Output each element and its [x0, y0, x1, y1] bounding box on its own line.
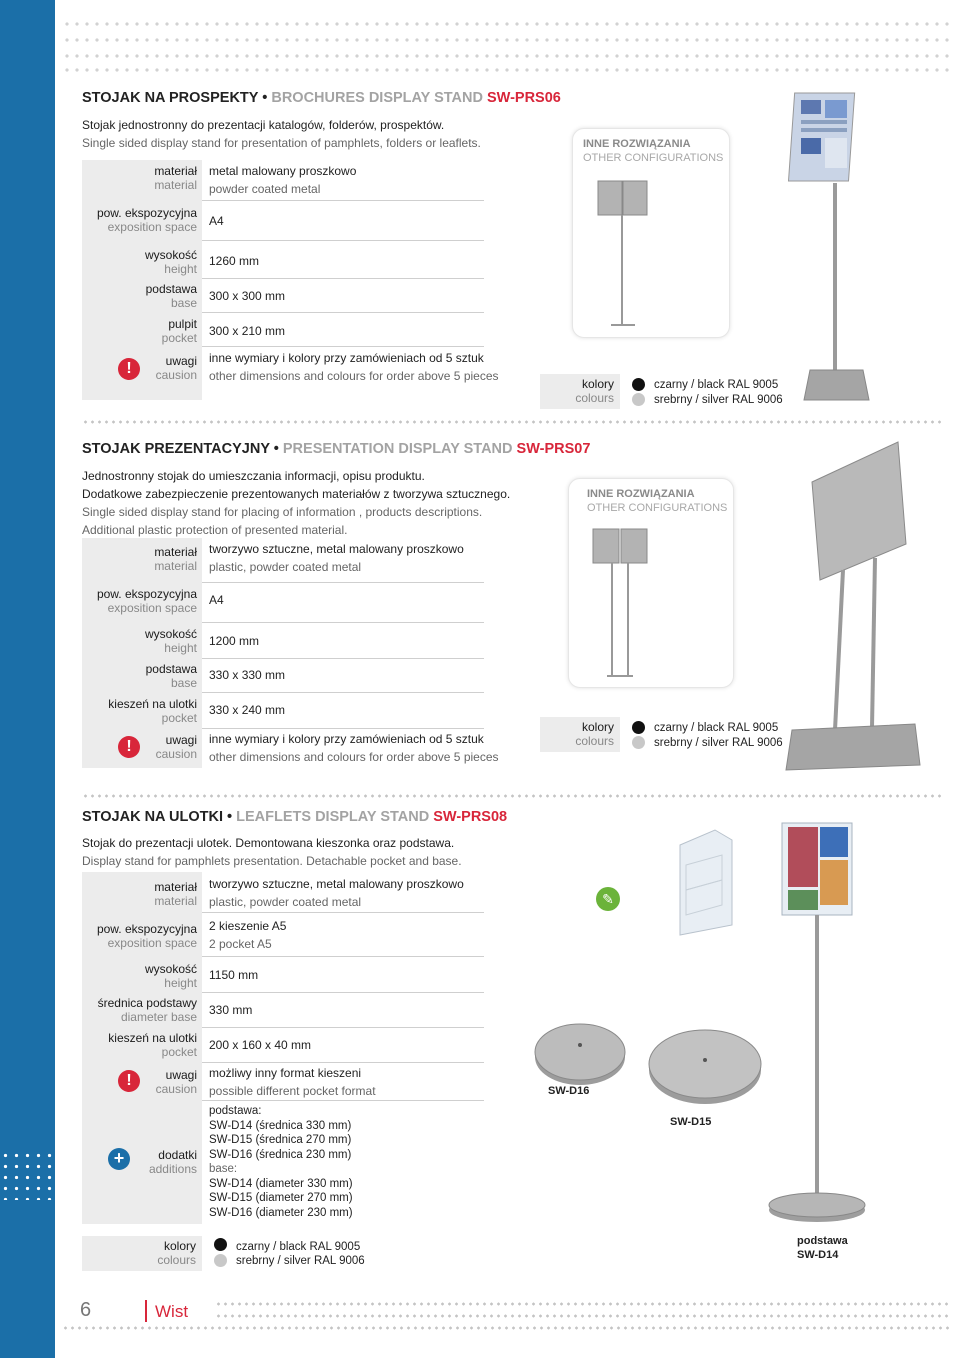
s2-title: STOJAK PREZENTACYJNY • PRESENTATION DISPLAY STAND SW-PRS07	[82, 441, 591, 457]
warning-icon: !	[118, 1070, 140, 1092]
brand-divider	[145, 1300, 147, 1322]
base-disc-sw-d15	[645, 1020, 765, 1110]
s1-description: Stojak jednostronny do prezentacji katalogów, folderów, prospektów. Single sided display stand for presentation of pamphlets, folders or leaflets.	[82, 118, 481, 150]
section-divider	[82, 794, 942, 798]
label-base-sw-d14: podstawa SW-D14	[797, 1235, 848, 1261]
pocket-photo	[660, 820, 760, 938]
s2-description: Jednostronny stojak do umieszczania informacji, opisu produktu. Dodatkowe zabezpieczenie prezentowanych materiałów z tworzywa sztucznego. Single sided display stand for placing of information , products descriptions. Additional plastic protection of presented material.	[82, 469, 511, 537]
label-sw-d15: SW-D15	[670, 1116, 712, 1128]
black-swatch	[214, 1238, 227, 1251]
black-swatch	[632, 378, 645, 391]
stand-config-image	[573, 129, 729, 337]
stand-config-image	[569, 479, 733, 687]
wrench-icon: ✎	[596, 887, 620, 911]
footer-dots	[215, 1314, 950, 1318]
silver-swatch	[632, 736, 645, 749]
black-swatch	[632, 721, 645, 734]
s3-product-photo	[760, 815, 920, 1255]
s1-product-photo	[785, 88, 895, 410]
silver-swatch	[632, 393, 645, 406]
top-dots-row	[62, 20, 955, 26]
s1-other-configurations: INNE ROZWIĄZANIA OTHER CONFIGURATIONS	[572, 128, 730, 338]
top-dots-row	[62, 36, 955, 42]
s3-description: Stojak do prezentacji ulotek. Demontowana kieszonka oraz podstawa. Display stand for pamphlets presentation. Detachable pocket and base.	[82, 836, 462, 868]
section-divider	[82, 420, 942, 424]
footer-dots	[215, 1302, 950, 1306]
plus-icon: +	[108, 1148, 130, 1170]
top-dots-row	[62, 52, 955, 58]
warning-icon: !	[118, 736, 140, 758]
page-number: 6	[80, 1299, 92, 1321]
s2-other-configurations: INNE ROZWIĄZANIA OTHER CONFIGURATIONS	[568, 478, 734, 688]
label-sw-d16: SW-D16	[548, 1085, 590, 1097]
footer-dots	[62, 1326, 950, 1330]
top-dots-row	[62, 66, 955, 72]
warning-icon: !	[118, 358, 140, 380]
s3-title: STOJAK NA ULOTKI • LEAFLETS DISPLAY STAND SW-PRS08	[82, 809, 508, 825]
s2-product-photo	[780, 440, 930, 775]
silver-swatch	[214, 1254, 227, 1267]
sidebar-dots	[0, 1150, 55, 1200]
brand-name: Wist	[155, 1302, 189, 1321]
s1-title: STOJAK NA PROSPEKTY • BROCHURES DISPLAY STAND SW-PRS06	[82, 90, 561, 106]
base-disc-sw-d16	[530, 1015, 630, 1095]
